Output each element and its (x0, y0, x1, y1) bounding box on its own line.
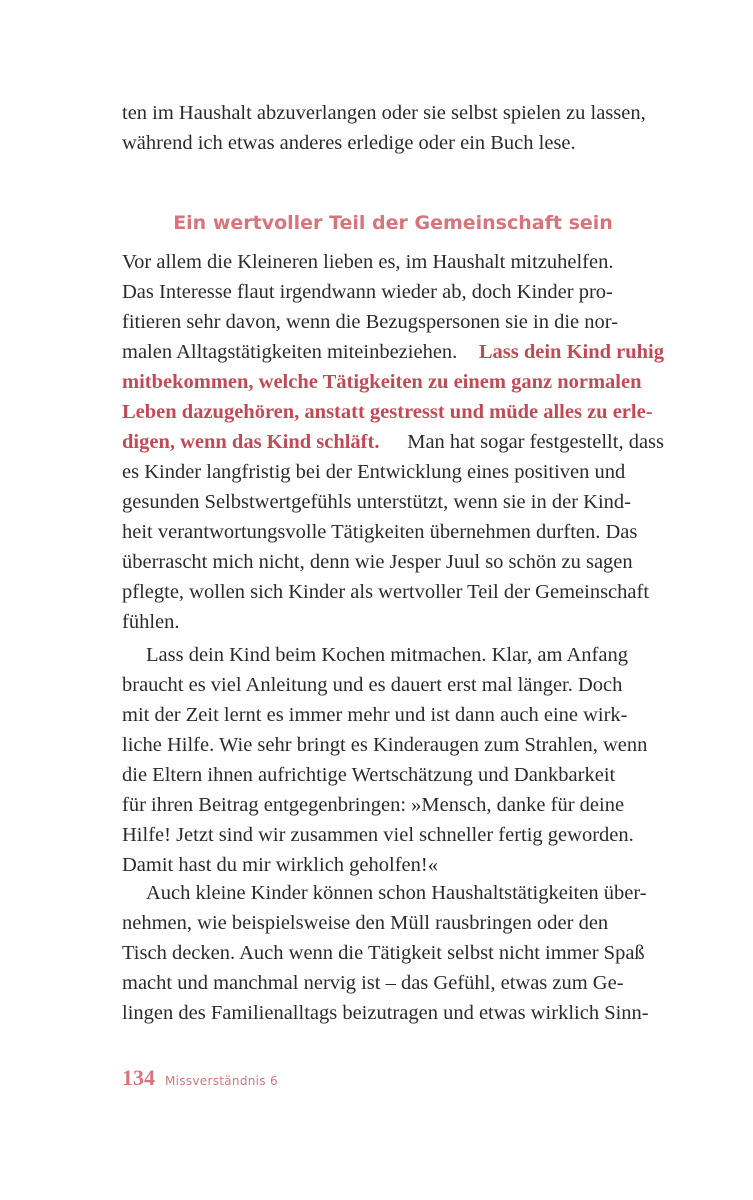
paragraph-2 (122, 640, 664, 880)
page-footer (122, 1065, 278, 1095)
text-line: ten im Haushalt abzuverlangen oder sie selbst spielen zu lassen, (122, 102, 646, 124)
intro-paragraph (122, 98, 664, 158)
text-line: mit der Zeit lernt es immer mehr und ist dann auch eine wirk- (122, 704, 628, 726)
paragraph-3 (122, 878, 664, 1028)
text-line: Das Interesse flaut irgendwann wieder ab, doch Kinder pro- (122, 281, 613, 303)
text-line: während ich etwas anderes erledige oder ein Buch lese. (122, 132, 576, 154)
text-line: Hilfe! Jetzt sind wir zusammen viel schneller fertig geworden. (122, 824, 634, 846)
text-line: Lass dein Kind beim Kochen mitmachen. Klar, am Anfang (146, 644, 628, 666)
text-line: heit verantwortungsvolle Tätigkeiten übernehmen durften. Das (122, 521, 638, 543)
page-number: 134 (122, 1065, 155, 1090)
text-line: digen, wenn das Kind schläft. Man hat sogar festgestellt, dass (122, 427, 664, 457)
text-line: Damit hast du mir wirklich geholfen!« (122, 854, 438, 876)
text-line: lingen des Familienalltags beizutragen und etwas wirklich Sinn- (122, 1002, 649, 1024)
text-line: gesunden Selbstwertgefühls unterstützt, wenn sie in der Kind- (122, 491, 631, 513)
highlighted-text-line: mitbekommen, welche Tätigkeiten zu einem ganz normalen (122, 371, 642, 393)
highlighted-text-line: Leben dazugehören, anstatt gestresst und müde alles zu erle- (122, 401, 653, 423)
text-line: fitieren sehr davon, wenn die Bezugspersonen sie in die nor- (122, 311, 618, 333)
text-line: fühlen. (122, 611, 180, 633)
text-line: pflegte, wollen sich Kinder als wertvoller Teil der Gemeinschaft (122, 581, 650, 603)
text-line: überrascht mich nicht, denn wie Jesper Juul so schön zu sagen (122, 551, 633, 573)
chapter-label: Missverständnis 6 (165, 1074, 278, 1088)
text-line: Tisch decken. Auch wenn die Tätigkeit selbst nicht immer Spaß (122, 942, 645, 964)
text-line: für ihren Beitrag entgegenbringen: »Mensch, danke für deine (122, 794, 625, 816)
highlighted-text: digen, wenn das Kind schläft. (122, 431, 380, 453)
text-line: malen Alltagstätigkeiten miteinbeziehen. Lass dein Kind ruhig (122, 337, 664, 367)
text-line: es Kinder langfristig bei der Entwicklung eines positiven und (122, 461, 626, 483)
text-line: nehmen, wie beispielsweise den Müll rausbringen oder den (122, 912, 609, 934)
text-line: macht und manchmal nervig ist – das Gefühl, etwas zum Ge- (122, 972, 624, 994)
text-line: die Eltern ihnen aufrichtige Wertschätzung und Dankbarkeit (122, 764, 616, 786)
text-line: Vor allem die Kleineren lieben es, im Haushalt mitzuhelfen. (122, 251, 614, 273)
text-line: braucht es viel Anleitung und es dauert erst mal länger. Doch (122, 674, 623, 696)
highlighted-text: Lass dein Kind ruhig (478, 341, 664, 363)
text-line: liche Hilfe. Wie sehr bringt es Kinderaugen zum Strahlen, wenn (122, 734, 648, 756)
paragraph-1 (122, 247, 664, 637)
section-heading: Ein wertvoller Teil der Gemeinschaft sein (173, 212, 613, 234)
text-line: Auch kleine Kinder können schon Haushaltstätigkeiten über- (146, 882, 647, 904)
